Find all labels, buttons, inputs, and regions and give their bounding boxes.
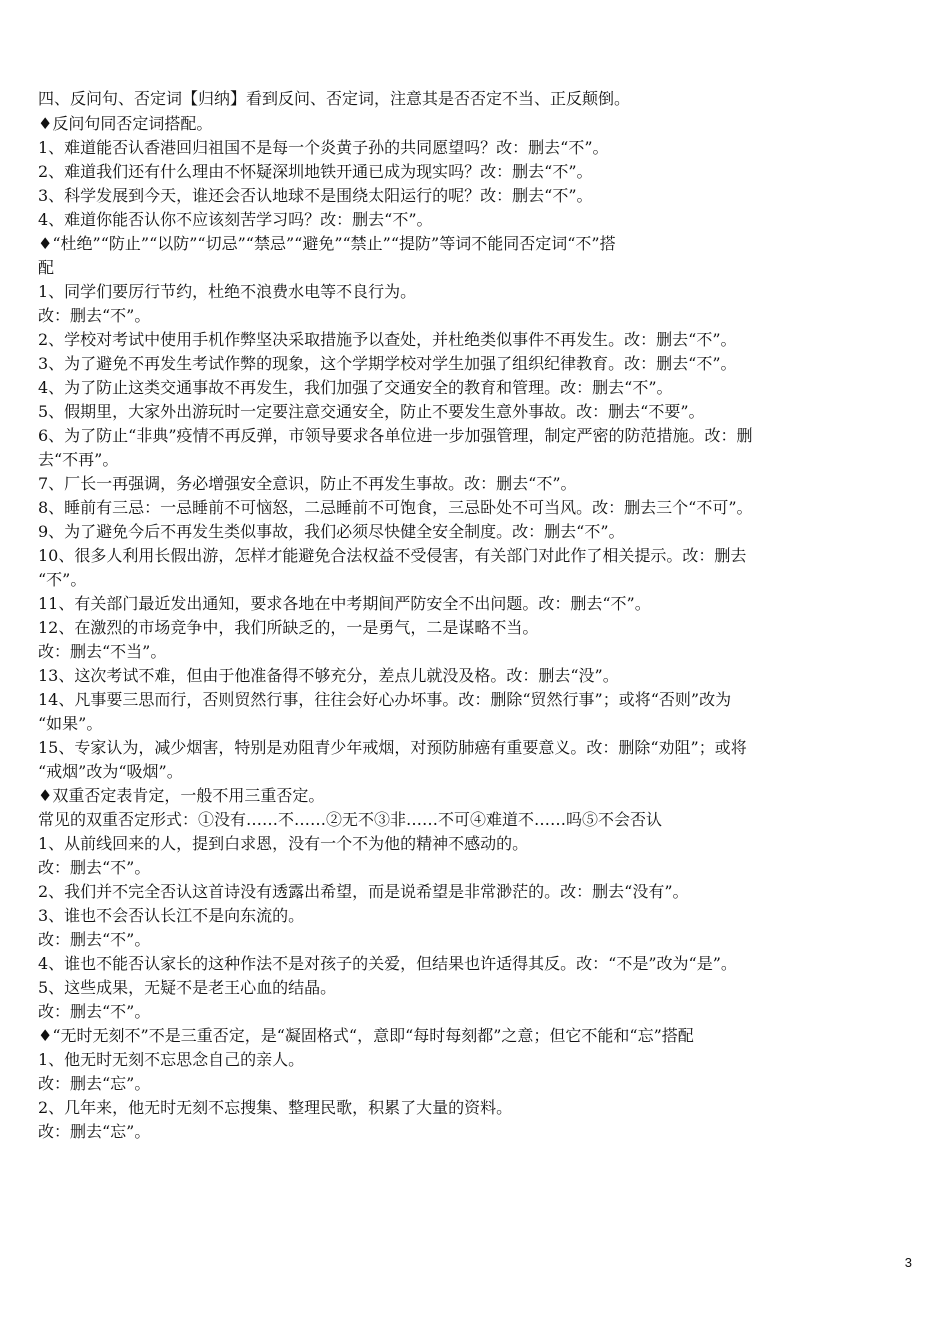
text-line: “戒烟”改为“吸烟”。	[38, 762, 183, 781]
text-line: 5、这些成果，无疑不是老王心血的结晶。	[38, 978, 337, 997]
text-line: 2、我们并不完全否认这首诗没有透露出希望，而是说希望是非常渺茫的。改：删去“没有”。	[38, 882, 689, 901]
text-line: ♦“无时无刻不”不是三重否定，是“凝固格式“，意即“每时每刻都”之意；但它不能和“忘”搭配	[38, 1026, 694, 1045]
document-body	[38, 112, 912, 1144]
text-line: “如果”。	[38, 714, 103, 733]
text-line: 1、同学们要厉行节约，杜绝不浪费水电等不良行为。	[38, 282, 417, 301]
text-line: 3、科学发展到今天，谁还会否认地球不是围绕太阳运行的呢？改：删去“不”。	[38, 186, 593, 205]
text-line: 1、难道能否认香港回归祖国不是每一个炎黄子孙的共同愿望吗？改：删去“不”。	[38, 138, 609, 157]
text-line: 改：删去“不”。	[38, 1002, 151, 1021]
text-line: 2、几年来，他无时无刻不忘搜集、整理民歌，积累了大量的资料。	[38, 1098, 513, 1117]
text-line: 常见的双重否定形式：①没有……不……②无不③非……不可④难道不……吗⑤不会否认	[38, 810, 663, 829]
text-line: ♦双重否定表肯定，一般不用三重否定。	[38, 786, 325, 805]
text-line: “不”。	[38, 570, 87, 589]
text-line: 4、为了防止这类交通事故不再发生，我们加强了交通安全的教育和管理。改：删去“不”。	[38, 378, 673, 397]
text-line: 改：删去“不”。	[38, 930, 151, 949]
text-line: ♦“杜绝”“防止”“以防”“切忌”“禁忌”“避免”“禁止”“提防”等词不能同否定词“不”搭	[38, 234, 616, 253]
text-line: 4、谁也不能否认家长的这种作法不是对孩子的关爱，但结果也许适得其反。改：“不是”改为“是”。	[38, 954, 737, 973]
section-heading: 四、反问句、否定词【归纳】看到反问、否定词，注意其是否否定不当、正反颠倒。	[38, 89, 631, 108]
text-line: 8、睡前有三忌：一忌睡前不可恼怒，二忌睡前不可饱食，三忌卧处不可当风。改：删去三个“不可”。	[38, 498, 753, 517]
text-line: 改：删去“忘”。	[38, 1074, 151, 1093]
text-line: 12、在激烈的市场竞争中，我们所缺乏的，一是勇气，二是谋略不当。	[38, 618, 539, 637]
text-line: 2、难道我们还有什么理由不怀疑深圳地铁开通已成为现实吗？改：删去“不”。	[38, 162, 593, 181]
text-line: 9、为了避免今后不再发生类似事故，我们必须尽快健全安全制度。改：删去“不”。	[38, 522, 625, 541]
text-line: 3、谁也不会否认长江不是向东流的。	[38, 906, 305, 925]
text-line: 15、专家认为，减少烟害，特别是劝阻青少年戒烟，对预防肺癌有重要意义。改：删除“劝阻”；或将	[38, 738, 747, 757]
text-line: 4、难道你能否认你不应该刻苦学习吗？改：删去“不”。	[38, 210, 433, 229]
document-page	[38, 86, 912, 1144]
text-line: 3、为了避免不再发生考试作弊的现象，这个学期学校对学生加强了组织纪律教育。改：删去“不”。	[38, 354, 737, 373]
text-line: 去“不再”。	[38, 450, 119, 469]
text-line: 7、厂长一再强调，务必增强安全意识，防止不再发生事故。改：删去“不”。	[38, 474, 577, 493]
text-line: 改：删去“不”。	[38, 858, 151, 877]
text-line: 改：删去“忘”。	[38, 1122, 151, 1141]
text-line: 10、很多人利用长假出游，怎样才能避免合法权益不受侵害，有关部门对此作了相关提示。改：删去	[38, 546, 747, 565]
text-line: 13、这次考试不难，但由于他准备得不够充分，差点儿就没及格。改：删去“没”。	[38, 666, 619, 685]
text-line: 11、有关部门最近发出通知，要求各地在中考期间严防安全不出问题。改：删去“不”。	[38, 594, 651, 613]
page-number: 3	[904, 1255, 912, 1270]
text-line: 5、假期里，大家外出游玩时一定要注意交通安全，防止不要发生意外事故。改：删去“不要”。	[38, 402, 705, 421]
text-line: 14、凡事要三思而行，否则贸然行事，往往会好心办坏事。改：删除“贸然行事”；或将“否则”改为	[38, 690, 732, 709]
text-line: ♦反问句同否定词搭配。	[38, 114, 213, 133]
text-line: 2、学校对考试中使用手机作弊坚决采取措施予以查处，并杜绝类似事件不再发生。改：删去“不”。	[38, 330, 737, 349]
text-line: 改：删去“不”。	[38, 306, 151, 325]
text-line: 配	[38, 258, 55, 277]
text-line: 6、为了防止“非典”疫情不再反弹，市领导要求各单位进一步加强管理，制定严密的防范措施。改：删	[38, 426, 753, 445]
text-line: 1、他无时无刻不忘思念自己的亲人。	[38, 1050, 305, 1069]
text-line: 1、从前线回来的人，提到白求恩，没有一个不为他的精神不感动的。	[38, 834, 529, 853]
text-line: 改：删去“不当”。	[38, 642, 167, 661]
